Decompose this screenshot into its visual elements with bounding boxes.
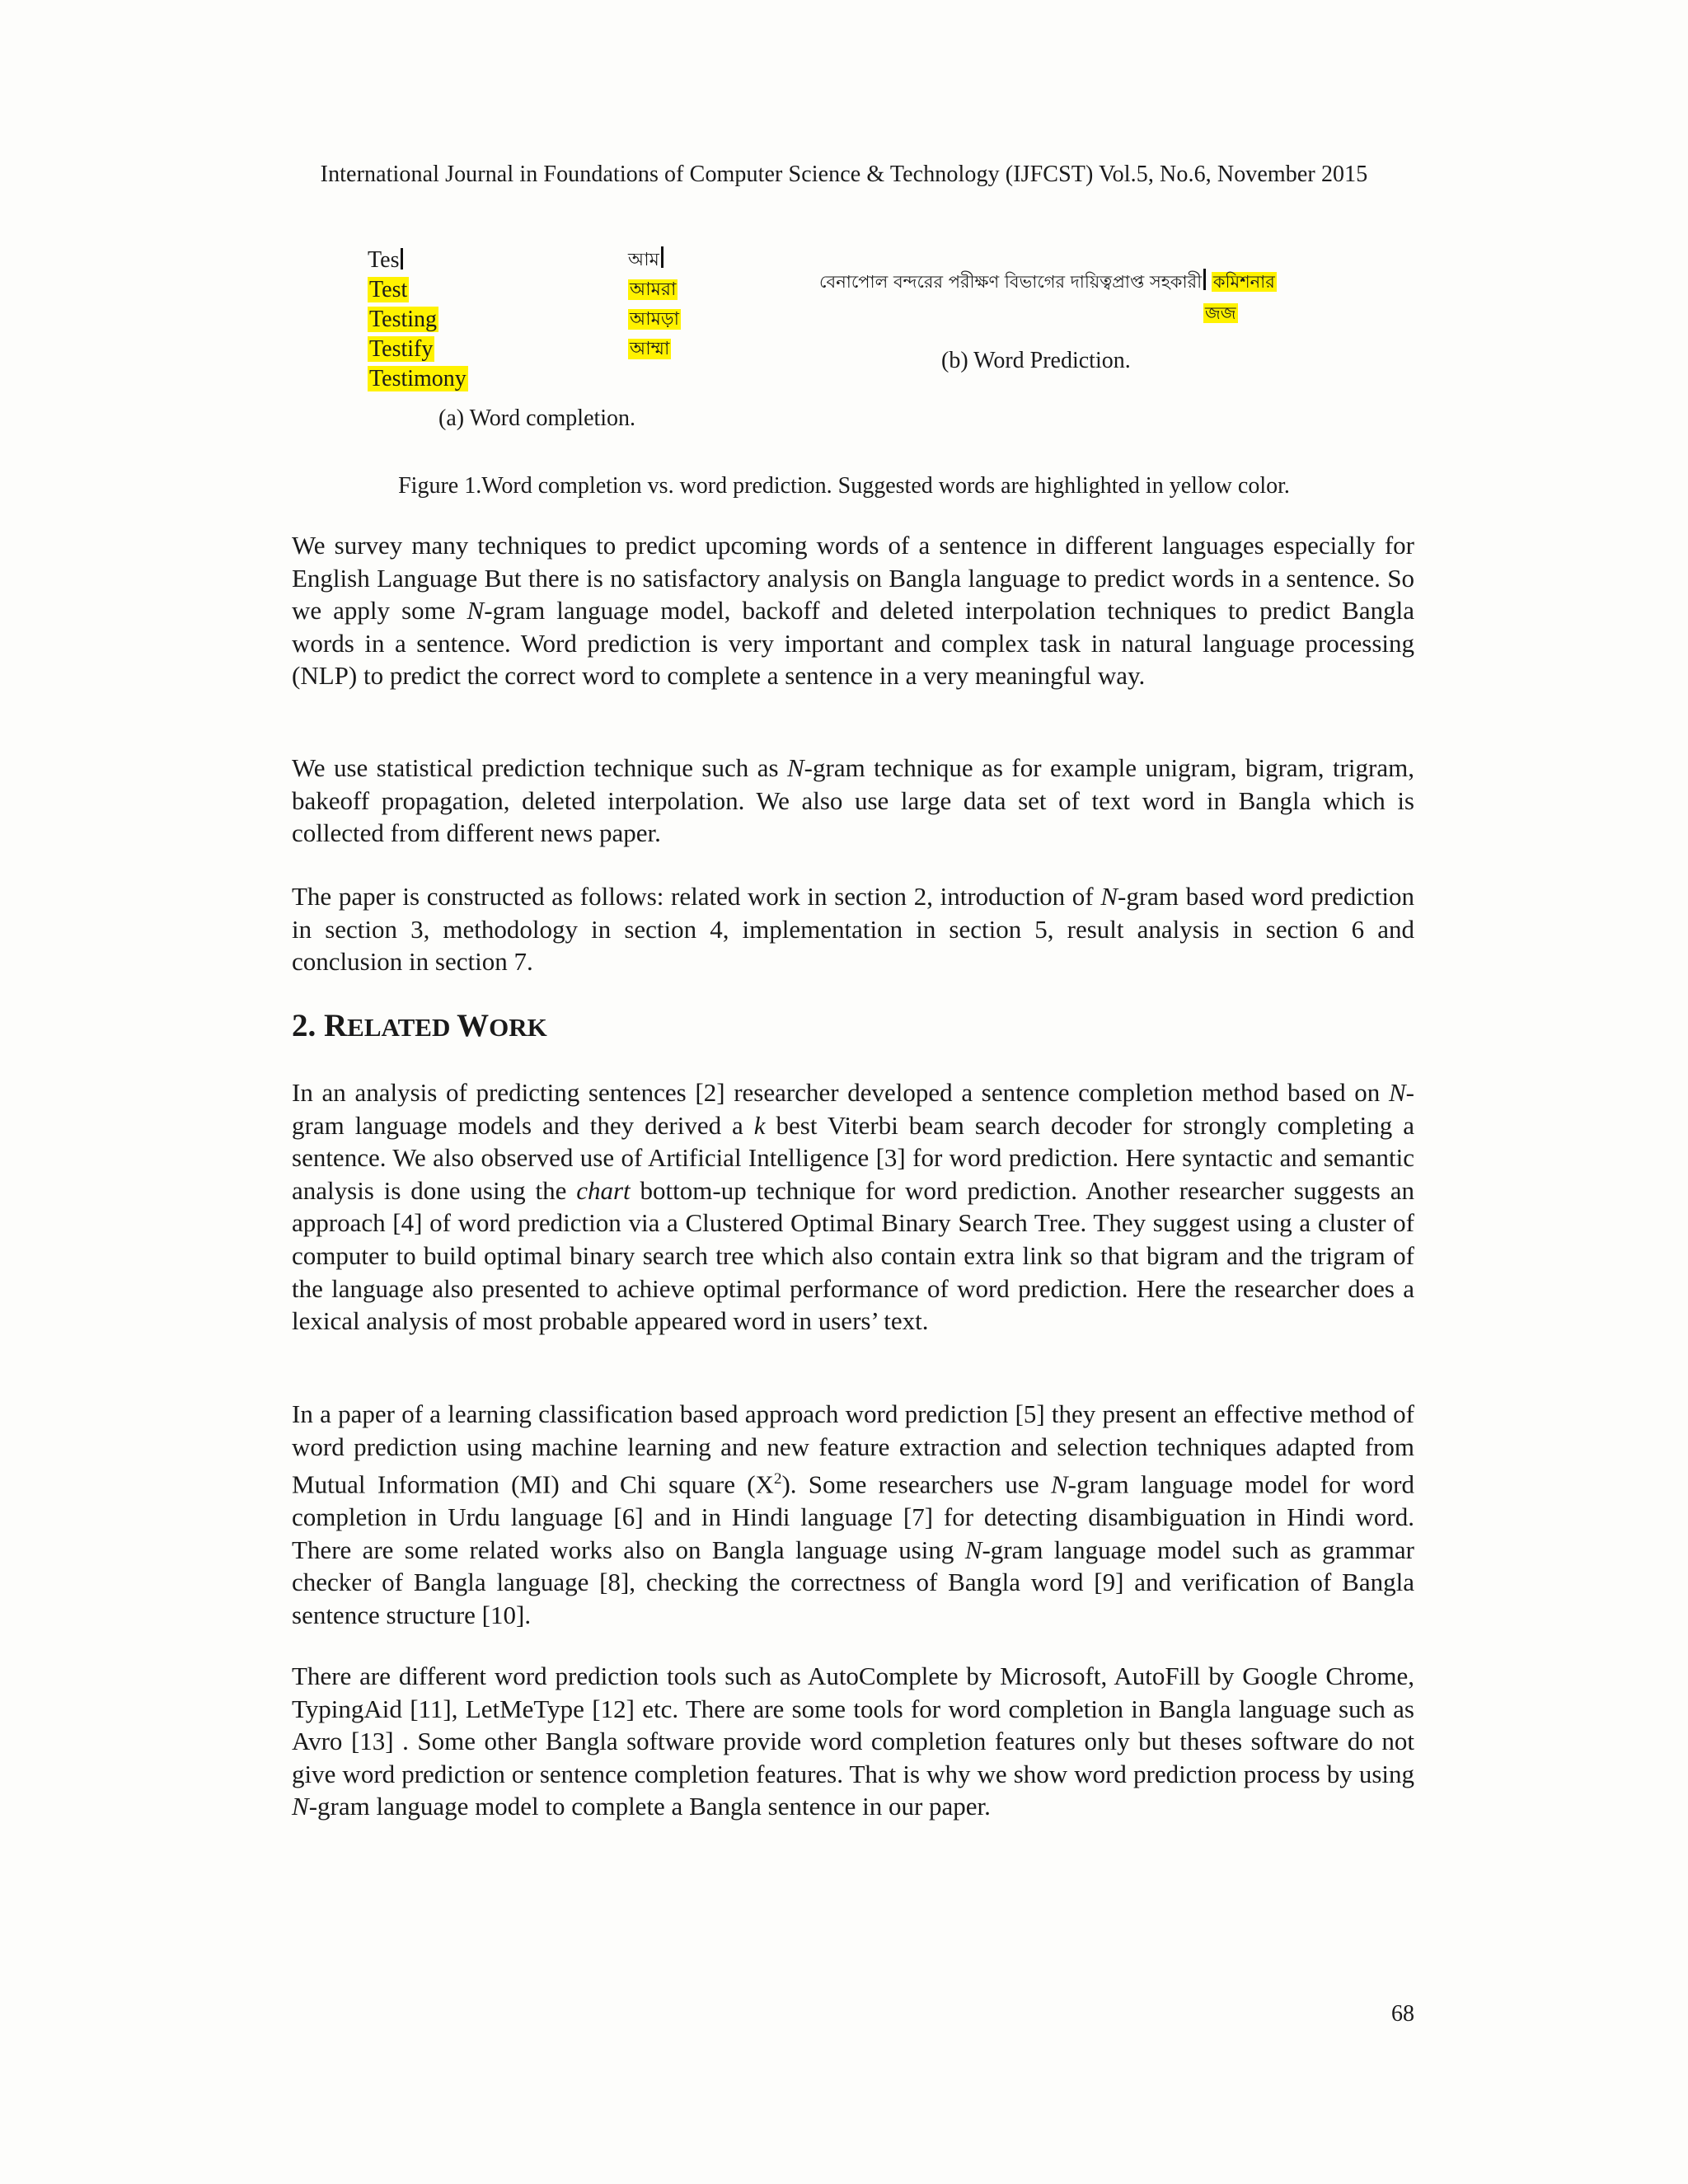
paragraph-intro-3: The paper is constructed as follows: related work in section 2, introduction of N-gram based word prediction in section 3, methodology in section 4, implementation in section 5, result analysis in section 6 and conclusion in section 7. (292, 882, 1414, 977)
predicted-word: জজ (1205, 303, 1236, 323)
predicted-word: কমিশনার (1212, 272, 1275, 292)
suggestion-word: Testify (369, 336, 434, 362)
suggestion-word: Test (369, 277, 408, 302)
typed-prefix-bangla: আম (628, 246, 681, 275)
paragraph-related-3: There are different word prediction tools such as AutoComplete by Microsoft, AutoFill by Google Chrome, TypingAid [11], LetMeType [12] etc. There are some tools for word completion in Bangla language such as Avro [13] . Some other Bangla software provide word completion features only but theses software do not give word prediction or sentence completion features. That is why we show word prediction process by using N-gram language model to complete a Bangla sentence in our paper. (292, 1661, 1414, 1821)
paragraph-intro-2: We use statistical prediction technique such as N-gram technique as for example unigram, bigram, trigram, bakeoff propagation, deleted interpolation. We also use large data set of text word in Bangla which is collected from different news paper. (292, 753, 1414, 848)
paragraph-related-1: In an analysis of predicting sentences [2] researcher developed a sentence completion method based on N-gram language models and they derived a k best Viterbi beam search decoder for strongly completing a sentence. We also observed use of Artificial Intelligence [3] for word prediction. Here syntactic and semantic analysis is done using the chart bottom-up technique for word prediction. Another researcher suggests an approach [4] of word prediction via a Clustered Optimal Binary Search Tree. They suggest using a cluster of computer to build optimal binary search tree which also contain extra link so that bigram and the trigram of the language also presented to achieve optimal performance of word prediction. Here the researcher does a lexical analysis of most probable appeared word in users’ text. (292, 1078, 1415, 1336)
subcaption-a: (a) Word completion. (438, 405, 636, 431)
page-number: 68 (1391, 2001, 1414, 2027)
section-heading: 2. RELATED WORK (292, 1008, 547, 1043)
running-header: International Journal in Foundations of Computer Science & Technology (IJFCST) Vol.5, No.6, November 2015 (320, 162, 1368, 187)
prediction-sentence: বেনাপোল বন্দরের পরীক্ষণ বিভাগের দায়িত্বপ্রাপ্ত সহকারী কমিশনার (819, 269, 1277, 298)
text-cursor (401, 248, 403, 269)
suggestion-word: আমরা (630, 279, 677, 300)
english-completion-list (368, 246, 468, 394)
paragraph-related-2: In a paper of a learning classification based approach word prediction [5] they present an effective method of word prediction using machine learning and new feature extraction and selection techniques adapted from Mutual Information (MI) and Chi square $(X^2)$. Some researchers use N-gram language model for word completion in Urdu language [6] and in Hindi language [7] for detecting disambiguation in Hindi word. There are some related works also on Bangla language using N-gram language model such as grammar checker of Bangla language [8], checking the correctness of Bangla word [9] and verification of Bangla sentence structure [10]. (292, 1399, 1415, 1629)
suggestion-word: আমড়া (630, 309, 679, 330)
suggestion-word: আম্মা (630, 339, 670, 359)
subcaption-b: (b) Word Prediction. (941, 348, 1131, 373)
typed-prefix-english: Tes (368, 246, 468, 275)
figure-caption: Figure 1.Word completion vs. word prediction. Suggested words are highlighted in yellow color. (398, 473, 1290, 499)
text-cursor (661, 246, 663, 268)
suggestion-word: Testimony (369, 366, 467, 391)
prediction-alternative (1203, 300, 1238, 329)
text-cursor (1203, 269, 1206, 290)
paragraph-intro-1: We survey many techniques to predict upcoming words of a sentence in different languages especially for English Language But there is no satisfactory analysis on Bangla language to predict words in a sentence. So we apply some N-gram language model, backoff and deleted interpolation techniques to predict Bangla words in a sentence. Word prediction is very important and complex task in natural language processing (NLP) to predict the correct word to complete a sentence in a very meaningful way. (292, 531, 1414, 691)
suggestion-word: Testing (369, 307, 438, 332)
bangla-completion-list (628, 246, 681, 364)
